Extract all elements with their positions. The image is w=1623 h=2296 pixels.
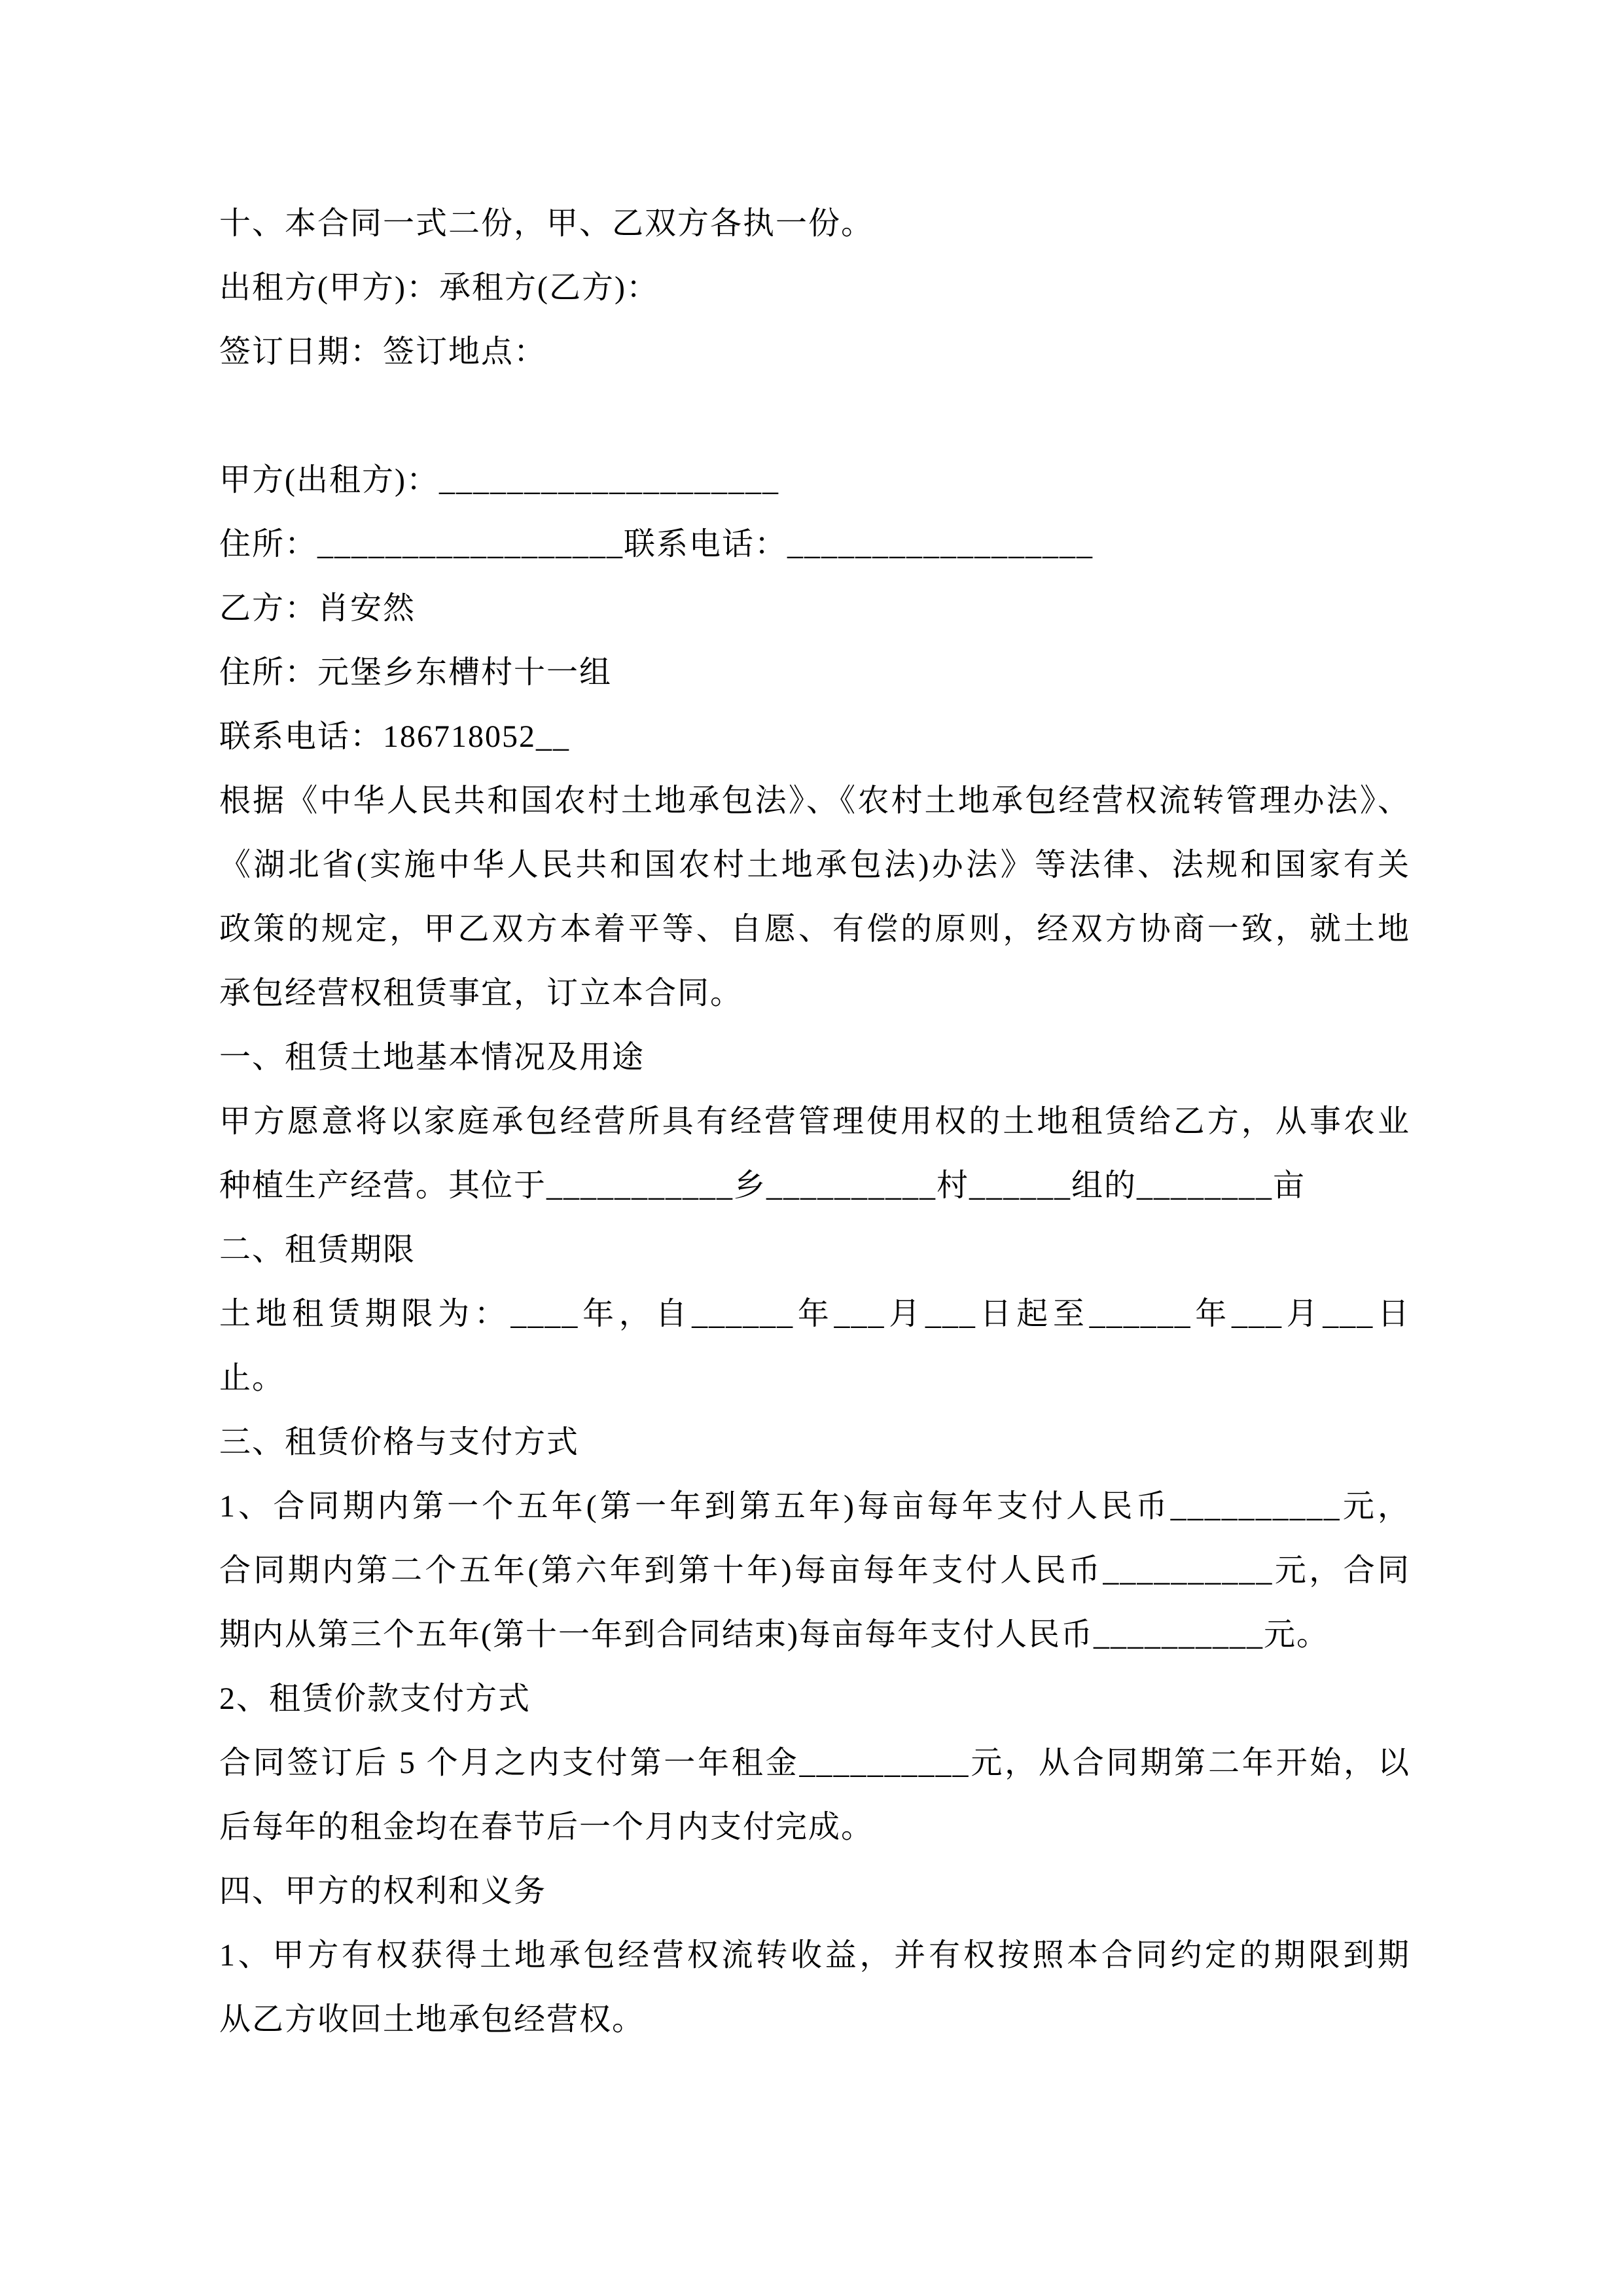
- legal-basis-line-2: 《湖北省(实施中华人民共和国农村土地承包法)办法》等法律、法规和国家有关: [219, 848, 1410, 882]
- section-1-body-line-2: 种植生产经营。其位于___________乡__________村______组的________亩: [219, 1168, 1306, 1203]
- party-a-address-phone-blank-line: 住所：__________________联系电话：__________________: [219, 527, 1094, 562]
- legal-basis-line-3: 政策的规定，甲乙双方本着平等、自愿、有偿的原则，经双方协商一致，就土地: [219, 912, 1410, 946]
- section-2-heading: 二、租赁期限: [219, 1232, 416, 1267]
- section-3-heading: 三、租赁价格与支付方式: [219, 1425, 580, 1460]
- payment-method-line-2: 后每年的租金均在春节后一个月内支付完成。: [219, 1810, 874, 1844]
- blank-line: [219, 384, 1410, 448]
- payment-method-line-1: 合同签订后 5 个月之内支付第一年租金__________元，从合同期第二年开始，以: [219, 1746, 1410, 1780]
- party-a-rights-line-1: 1、甲方有权获得土地承包经营权流转收益，并有权按照本合同约定的期限到期: [219, 1938, 1410, 1973]
- party-b-phone-line: 联系电话：186718052__: [219, 719, 571, 754]
- price-clause-line-2: 合同期内第二个五年(第六年到第十年)每亩每年支付人民币__________元，合同: [219, 1553, 1410, 1588]
- price-clause-line-3: 期内从第三个五年(第十一年到合同结束)每亩每年支付人民币__________元。: [219, 1617, 1329, 1652]
- party-a-rights-line-2: 从乙方收回土地承包经营权。: [219, 2002, 645, 2037]
- party-a-name-blank-line: 甲方(出租方)：____________________: [219, 463, 779, 497]
- section-4-heading: 四、甲方的权利和义务: [219, 1874, 547, 1909]
- lessor-lessee-labels: 出租方(甲方)：承租方(乙方)：: [219, 270, 659, 305]
- clause-ten-copies: 十、本合同一式二份，甲、乙双方各执一份。: [219, 206, 874, 241]
- legal-basis-line-1: 根据《中华人民共和国农村土地承包法》、《农村土地承包经营权流转管理办法》、: [219, 783, 1410, 818]
- party-b-address-line: 住所：元堡乡东槽村十一组: [219, 655, 613, 690]
- party-b-name-line: 乙方：肖安然: [219, 591, 416, 626]
- price-clause-line-1: 1、合同期内第一个五年(第一年到第五年)每亩每年支付人民币__________元，: [219, 1489, 1410, 1524]
- lease-term-line-2: 止。: [219, 1361, 285, 1395]
- legal-basis-line-4: 承包经营权租赁事宜，订立本合同。: [219, 976, 743, 1011]
- payment-method-heading: 2、租赁价款支付方式: [219, 1681, 531, 1716]
- section-1-heading: 一、租赁土地基本情况及用途: [219, 1040, 645, 1075]
- lease-term-line-1: 土地租赁期限为：____年，自______年___月___日起至______年___月___日: [219, 1297, 1410, 1331]
- sign-date-place-labels: 签订日期：签订地点：: [219, 334, 547, 369]
- section-1-body-line-1: 甲方愿意将以家庭承包经营所具有经营管理使用权的土地租赁给乙方，从事农业: [219, 1104, 1410, 1139]
